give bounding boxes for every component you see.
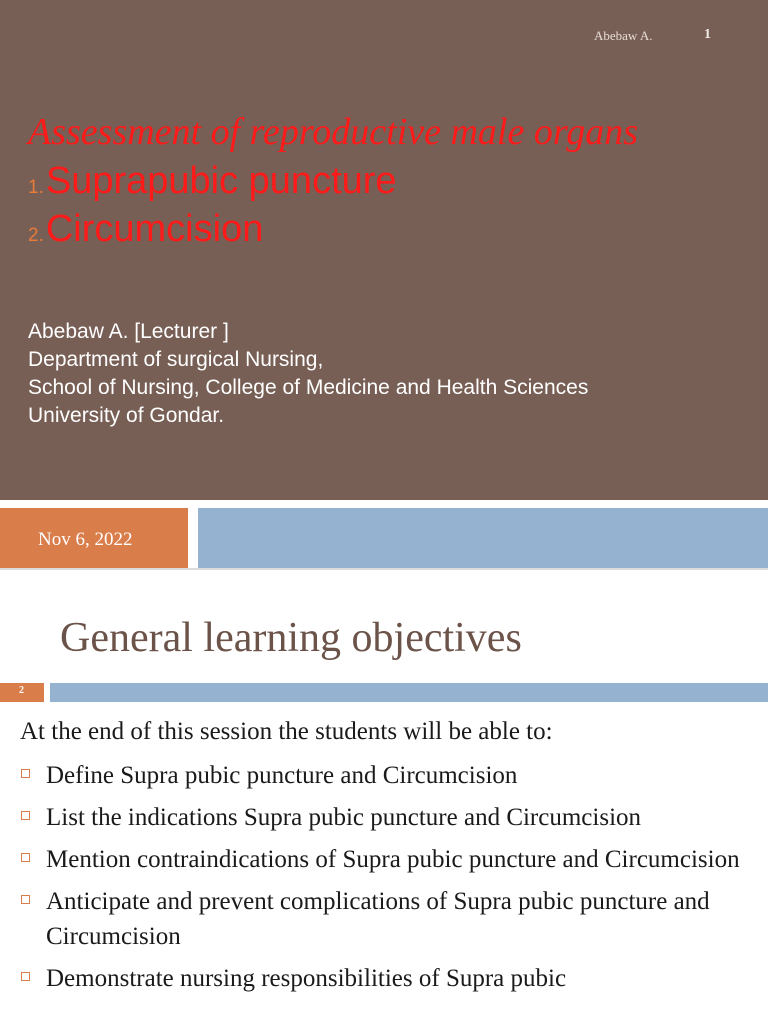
hollow-square-bullet-icon [21,811,30,820]
objectives-heading: General learning objectives [60,615,522,661]
slide-divider [0,568,768,570]
hollow-square-bullet-icon [21,895,30,904]
decorative-bar [50,683,768,702]
topic-number: 2. [28,225,44,246]
hollow-square-bullet-icon [21,769,30,778]
hollow-square-bullet-icon [21,853,30,862]
author-line: School of Nursing, College of Medicine and Health Sciences [28,376,589,399]
hollow-square-bullet-icon [21,972,30,981]
list-item-text: Mention contraindications of Supra pubic puncture and Circumcision [46,846,740,873]
list-item [20,842,760,877]
slide-page-number: 2 [19,685,24,696]
list-item [20,884,760,954]
author-line: University of Gondar. [28,404,225,427]
slide-title: Assessment of reproductive male organs [28,111,639,153]
list-item-text: Anticipate and prevent complications of Supra pubic puncture and Circumcision [46,888,710,950]
list-item [20,961,760,996]
slide-page-number: 1 [704,27,711,42]
author-line: Abebaw A. [Lecturer ] [28,320,229,343]
list-item-text: Define Supra pubic puncture and Circumcision [46,762,518,789]
topic-item-1 [28,160,397,203]
topic-item-2 [28,208,263,251]
list-item-text: List the indications Supra pubic puncture and Circumcision [46,804,642,831]
list-item [20,758,760,793]
list-item [20,800,760,835]
objectives-list [20,758,760,1003]
slide-date: Nov 6, 2022 [38,529,133,550]
author-line: Department of surgical Nursing, [28,348,324,371]
list-item-text: Demonstrate nursing responsibilities of Supra pubic [46,965,567,992]
slide-author-tag: Abebaw A. [594,28,653,43]
decorative-bar [198,508,768,568]
topic-number: 1. [28,177,44,198]
objectives-intro: At the end of this session the students will be able to: [20,718,553,745]
topic-text: Suprapubic puncture [45,160,397,202]
topic-text: Circumcision [45,208,264,250]
author-affiliation [28,318,588,430]
